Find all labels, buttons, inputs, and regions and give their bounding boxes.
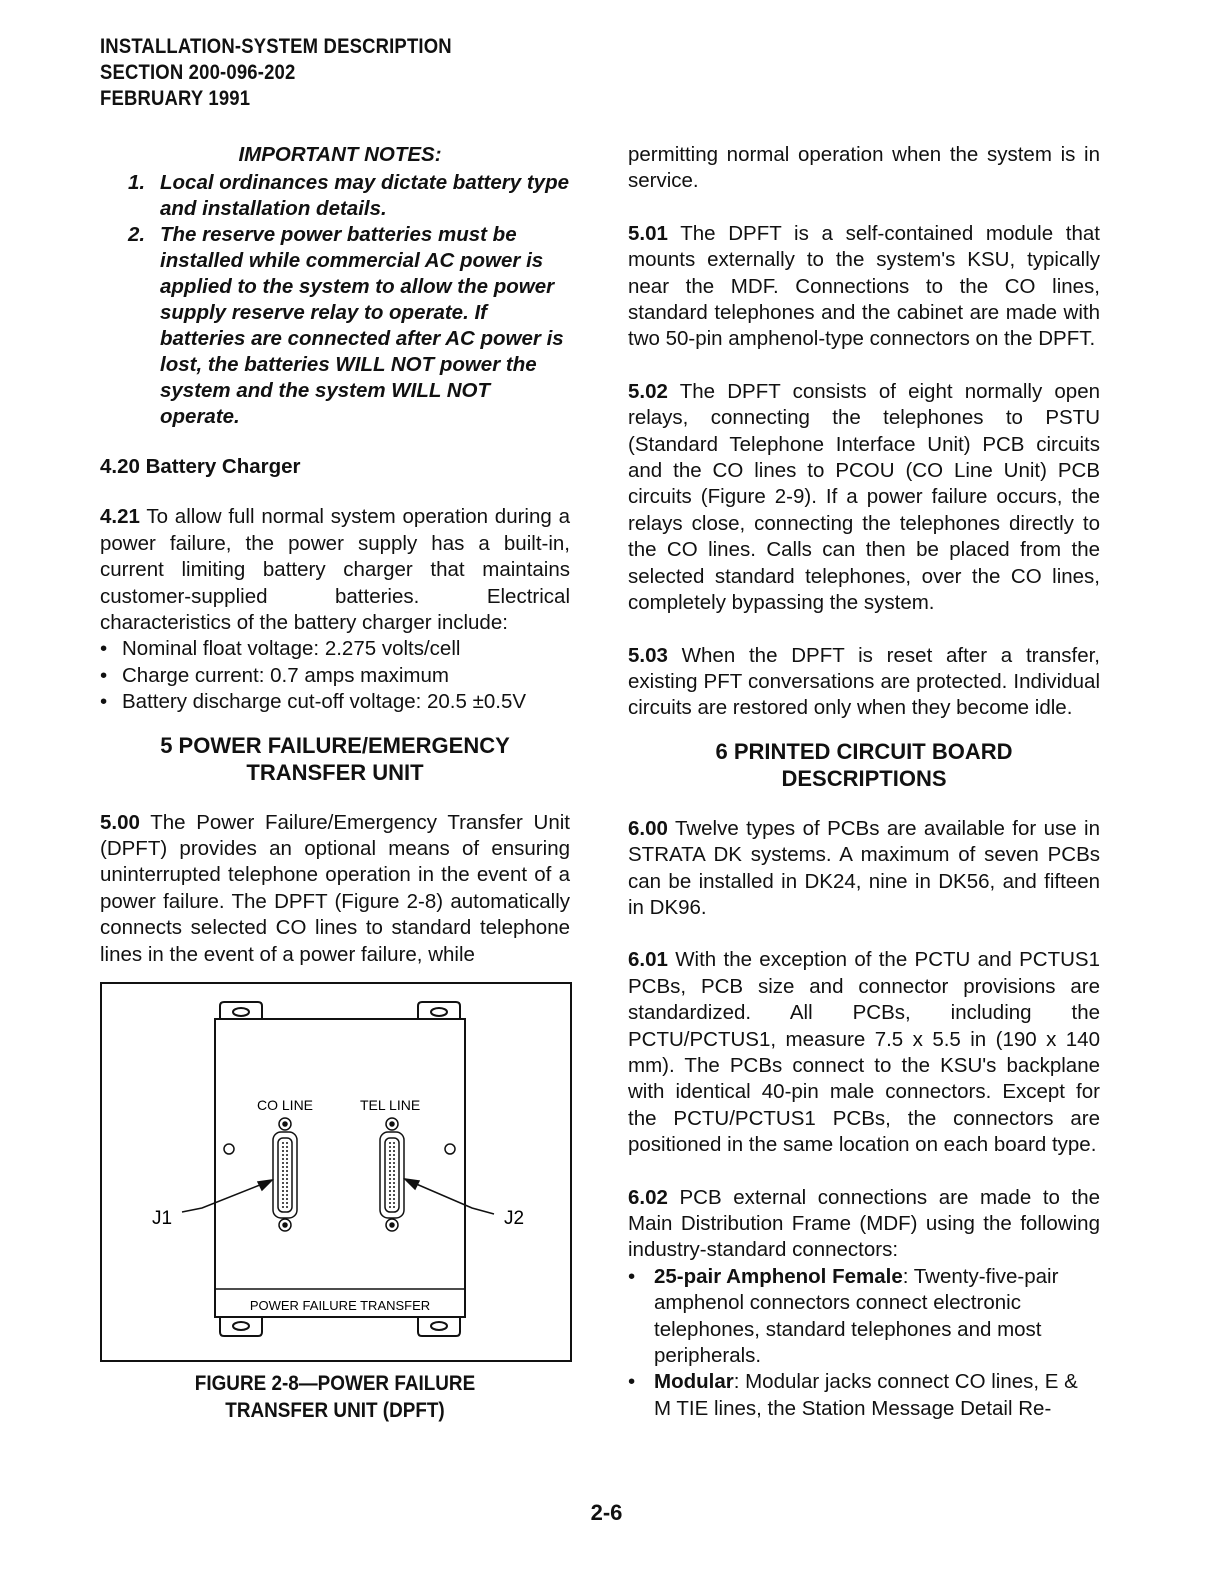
paragraph-text: Twelve types of PCBs are available for use in STRATA DK systems. A maximum of seven PCBs can be installed in DK24, nine in DK56, and fifteen in DK96.	[628, 816, 1101, 919]
section-heading-line: DESCRIPTIONS	[781, 765, 947, 791]
mounting-tab-bottom-left	[220, 1317, 262, 1336]
j1-leader	[182, 1180, 272, 1212]
figure-caption	[124, 1370, 547, 1424]
paragraph-5-02	[628, 379, 1100, 617]
paragraph-text: When the DPFT is reset after a transfer, existing PFT conversations are protected. Individual circuits are restored only when they become idle.	[628, 643, 1101, 720]
list-item-text: : Twenty-five-pair amphenol connectors connect electronic telephones, standard telephones and most peripherals.	[654, 1264, 1059, 1368]
list-item-term: 25-pair Amphenol Female	[654, 1264, 903, 1288]
list-item-text: : Modular jacks connect CO lines, E & M TIE lines, the Station Message Detail Re-	[654, 1370, 1078, 1420]
paragraph-text: The Power Failure/Emergency Transfer Unit (DPFT) provides an optional means of ensuring uninterrupted telephone operation in the event of a power failure. The DPFT (Figure 2-8) automatically connects selected CO lines to standard telephone lines in the event of a power failure, while	[100, 810, 571, 966]
dpft-unit-body	[215, 1019, 465, 1317]
paragraph-6-02	[628, 1185, 1100, 1264]
header-title: INSTALLATION-SYSTEM DESCRIPTION	[100, 35, 452, 58]
section-5-heading	[100, 732, 570, 786]
header-section: SECTION 200-096-202	[100, 61, 296, 84]
caption-line: TRANSFER UNIT (DPFT)	[225, 1399, 445, 1423]
connector-list	[628, 1264, 1100, 1422]
paragraph-text: To allow full normal system operation during a power failure, the power supply has a built-in, current limiting battery charger that maintains customer-supplied batteries. Electrical characteristics of the battery charger include:	[100, 505, 570, 635]
paragraph-5-01	[628, 221, 1100, 353]
paragraph-number: 6.01	[628, 948, 668, 972]
paragraph-number: 6.02	[628, 1185, 668, 1209]
paragraph-number: 4.21	[100, 505, 140, 529]
right-column	[628, 142, 1100, 1422]
paragraph-5-03	[628, 643, 1100, 722]
figure-frame	[100, 982, 572, 1362]
paragraph-number: 5.01	[628, 221, 668, 245]
list-item-term: Modular	[654, 1370, 734, 1394]
mounting-tab-top-right	[418, 1002, 460, 1019]
paragraph-5-00	[100, 810, 570, 968]
list-item: • Nominal float voltage: 2.275 volts/cell	[100, 636, 570, 662]
notes-title: IMPORTANT NOTES:	[238, 143, 442, 166]
section-heading-line: 5 POWER FAILURE/EMERGENCY	[160, 732, 510, 758]
left-column	[100, 142, 570, 1424]
note-number: 1.	[128, 171, 146, 194]
paragraph-6-00	[628, 816, 1100, 922]
note-item	[100, 170, 570, 222]
page-header	[100, 34, 452, 112]
paragraph-4-21	[100, 504, 570, 636]
mounting-tab-bottom-right	[418, 1317, 460, 1336]
section-heading-line: TRANSFER UNIT	[246, 759, 424, 785]
section-heading-line: 6 PRINTED CIRCUIT BOARD	[715, 738, 1013, 764]
side-hole-right	[445, 1144, 455, 1154]
paragraph-continuation: permitting normal operation when the system is in service.	[628, 143, 1100, 193]
dpft-diagram	[102, 984, 570, 1360]
list-item	[628, 1369, 1100, 1422]
note-text: The reserve power batteries must be installed while commercial AC power is applied to the system to allow the power supply reserve relay to operate. If batteries are connected after AC power is lost, the batteries WILL NOT power the system and the system WILL NOT operate.	[160, 223, 564, 428]
caption-line: FIGURE 2-8—POWER FAILURE	[194, 1372, 476, 1396]
list-item: • Battery discharge cut-off voltage: 20.5 ±0.5V	[100, 689, 570, 715]
j1-label: J1	[152, 1208, 173, 1230]
note-item	[100, 222, 570, 430]
page-number: 2-6	[590, 1500, 623, 1525]
header-date: FEBRUARY 1991	[100, 87, 251, 110]
paragraph-text: With the exception of the PCTU and PCTUS1 PCBs, PCB size and connector provisions are standardized. All PCBs, including the PCTU/PCTUS1, measure 7.5 x 5.5 in (190 x 140 mm). The PCBs connect to the KSU's backplane with identical 40-pin male connectors. Except for the PCTU/PCTUS1 PCBs, the connectors are positioned in the same location on each board type.	[628, 948, 1100, 1157]
note-text: Local ordinances may dictate battery type and installation details.	[160, 171, 569, 220]
section-6-heading	[628, 738, 1100, 792]
j2-leader	[405, 1179, 494, 1214]
paragraph-number: 5.02	[628, 379, 668, 403]
paragraph-text: PCB external connections are made to the Main Distribution Frame (MDF) using the following industry-standard connectors:	[628, 1185, 1100, 1262]
paragraph-text: The DPFT consists of eight normally open relays, connecting the telephones to PSTU (Standard Telephone Interface Unit) PCB circuits and the CO lines to PCOU (CO Line Unit) PCB circuits (Figure 2-9). If a power failure occurs, the relays close, connecting the telephones directly to the CO lines. Calls can then be placed from the selected standard telephones, over the CO lines, completely bypassing the system.	[628, 379, 1101, 615]
tel-line-connector	[380, 1118, 404, 1231]
important-notes	[100, 142, 570, 430]
charger-characteristics-list	[100, 636, 570, 715]
mounting-tab-top-left	[220, 1002, 262, 1019]
heading-4-20: 4.20 Battery Charger	[100, 455, 301, 478]
list-item	[628, 1264, 1100, 1370]
tel-line-label: TEL LINE	[360, 1097, 421, 1114]
co-line-connector	[273, 1118, 297, 1231]
note-number: 2.	[128, 223, 146, 246]
paragraph-text: The DPFT is a self-contained module that mounts externally to the system's KSU, typically near the MDF. Connections to the CO lines, standard telephones and the cabinet are made with two 50-pin amphenol-type connectors on the DPFT.	[628, 221, 1101, 351]
unit-label: POWER FAILURE TRANSFER	[249, 1298, 431, 1314]
j2-label: J2	[504, 1208, 525, 1230]
side-hole-left	[224, 1144, 234, 1154]
co-line-label: CO LINE	[257, 1097, 314, 1114]
list-item: • Charge current: 0.7 amps maximum	[100, 663, 570, 689]
paragraph-number: 5.00	[100, 810, 140, 834]
paragraph-number: 6.00	[628, 816, 668, 840]
paragraph-number: 5.03	[628, 643, 668, 667]
paragraph-6-01	[628, 947, 1100, 1158]
